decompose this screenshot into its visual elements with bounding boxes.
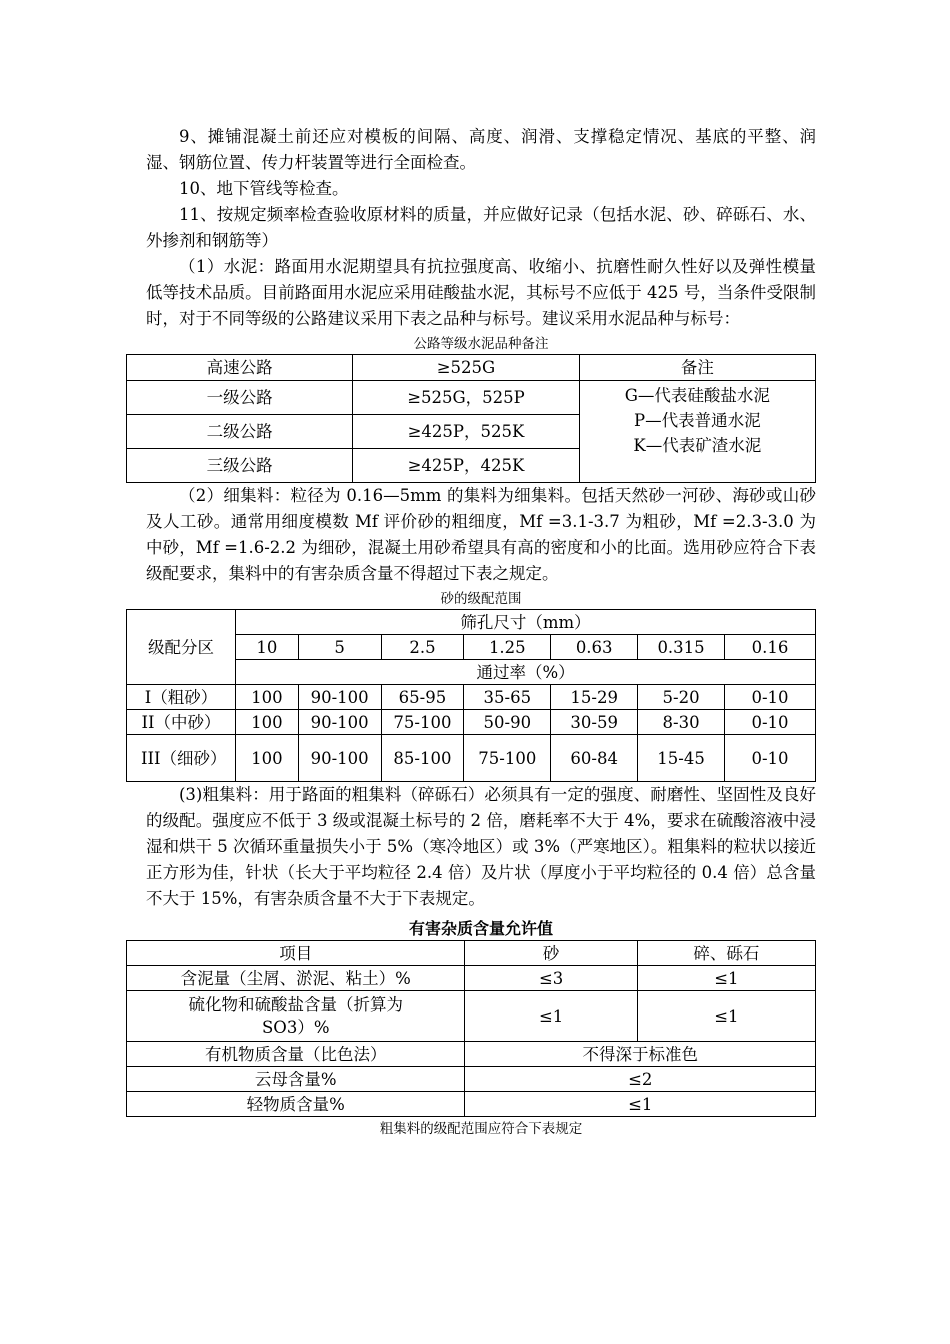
table-cell: ≥525G，525P [353,381,579,415]
sieve-size-cell: 2.5 [381,635,464,660]
table-row [127,610,816,635]
table-cell: ≤1 [465,1092,816,1117]
remark-cell [579,381,815,483]
table-cell: 35-65 [464,685,551,710]
table-header-cell: 项目 [127,941,465,966]
table-cell: 100 [236,685,299,710]
table-cell: 100 [236,735,299,782]
table-row [127,1042,816,1067]
impurity-table-caption: 有害杂质含量允许值 [408,919,553,938]
table-cell: 50-90 [464,710,551,735]
paragraph-fine-aggregate: （2）细集料：粒径为 0.16—5mm 的集料为细集料。包括天然砂一河砂、海砂或山砂及人工砂。通常用细度模数 Mf 评价砂的粗细度，Mf =3.1-3.7 为粗砂，Mf =2.3-3.0 为中砂，Mf =1.6-2.2 为细砂，混凝土用砂希望具有高的密度和小的比面。选用砂应符合下表级配要求，集料中的有害杂质含量不得超过下表之规定。 [146,486,816,583]
table-cell: 轻物质含量% [127,1092,465,1117]
table-cell: ≥425P，425K [353,449,579,483]
sieve-size-cell: 5 [298,635,381,660]
sieve-label-cell: 筛孔尺寸（mm） [236,610,816,635]
sieve-size-cell: 1.25 [464,635,551,660]
remark-line: G—代表硅酸盐水泥 [624,386,770,405]
table-row [127,1067,816,1092]
paragraph-11: 11、按规定频率检查验收原材料的质量，并应做好记录（包括水泥、砂、碎砾石、水、外掺剂和钢筋等） [146,205,816,250]
table-cell: 三级公路 [127,449,353,483]
table-header-cell: ≥525G [353,355,579,381]
table-header-cell: 高速公路 [127,355,353,381]
table-row [127,685,816,710]
table-cell: 0-10 [725,735,816,782]
table-cell: ≤1 [637,991,815,1042]
table-cell: 65-95 [381,685,464,710]
table-cell: ≥425P，525K [353,415,579,449]
pass-rate-label-cell: 通过率（%） [236,660,816,685]
document-page [141,124,816,1139]
table-row [127,966,816,991]
table-cell: 有机物质含量（比色法） [127,1042,465,1067]
zone-cell: III（细砂） [127,735,236,782]
table-row [127,1092,816,1117]
remark-line: K—代表矿渣水泥 [633,436,762,455]
paragraph-10: 10、地下管线等检查。 [179,179,349,198]
sieve-size-cell: 0.315 [638,635,725,660]
table-cell: 0-10 [725,685,816,710]
table-cell: 硫化物和硫酸盐含量（折算为 SO3）% [127,991,465,1042]
table-cell: 一级公路 [127,381,353,415]
table-header-cell: 砂 [465,941,637,966]
table-row [127,381,816,415]
table-cell: 0-10 [725,710,816,735]
table-cell: 云母含量% [127,1067,465,1092]
table-cell: 100 [236,710,299,735]
table-cell: ≤3 [465,966,637,991]
table-cell: 不得深于标准色 [465,1042,816,1067]
table-cell: ≤1 [637,966,815,991]
table-cell: 60-84 [551,735,638,782]
table-cell: 90-100 [298,685,381,710]
table-row [127,941,816,966]
table-cell: ≤2 [465,1067,816,1092]
table-cell: 85-100 [381,735,464,782]
paragraph-9: 9、摊铺混凝土前还应对模板的间隔、高度、润滑、支撑稳定情况、基底的平整、润湿、钢筋位置、传力杆装置等进行全面检查。 [146,127,816,172]
table-cell: 二级公路 [127,415,353,449]
coarse-grading-caption: 粗集料的级配范围应符合下表规定 [379,1121,583,1137]
table-cell: 5-20 [638,685,725,710]
zone-cell: II（中砂） [127,710,236,735]
sand-grading-table [126,609,816,782]
table-row [127,710,816,735]
grade-label-cell: 级配分区 [127,610,236,685]
sand-table-caption: 砂的级配范围 [440,591,522,607]
table-cell: ≤1 [465,991,637,1042]
table-header-cell: 备注 [579,355,815,381]
zone-cell: I（粗砂） [127,685,236,710]
table-row [127,355,816,381]
table-cell: 30-59 [551,710,638,735]
table-cell: 90-100 [298,735,381,782]
table-cell: 15-29 [551,685,638,710]
cement-table [126,354,816,483]
sieve-size-cell: 0.63 [551,635,638,660]
table-cell: 90-100 [298,710,381,735]
cement-table-caption: 公路等级水泥品种备注 [413,336,549,352]
paragraph-coarse-aggregate: (3)粗集料：用于路面的粗集料（碎砾石）必须具有一定的强度、耐磨性、坚固性及良好的级配。强度应不低于 3 级或混凝土标号的 2 倍，磨耗率不大于 4%，要求在硫酸溶液中浸湿和烘干 5 次循环重量损失小于 5%（寒冷地区）或 3%（严寒地区）。粗集料的粒状以接近正方形为佳，针状（长大于平均粒径 2.4 倍）及片状（厚度小于平均粒径的 0.4 倍）总含量不大于 15%，有害杂质含量不大于下表规定。 [146,785,816,908]
table-row [127,991,816,1042]
table-cell: 含泥量（尘屑、淤泥、粘土）% [127,966,465,991]
table-cell: 75-100 [381,710,464,735]
sieve-size-cell: 0.16 [725,635,816,660]
paragraph-cement: （1）水泥：路面用水泥期望具有抗拉强度高、收缩小、抗磨性耐久性好以及弹性模量低等技术品质。目前路面用水泥应采用硅酸盐水泥，其标号不应低于 425 号，当条件受限制时，对于不同等级的公路建议采用下表之品种与标号。建议采用水泥品种与标号： [146,257,816,328]
table-cell: 75-100 [464,735,551,782]
impurity-table [126,940,816,1117]
table-cell: 15-45 [638,735,725,782]
sieve-size-cell: 10 [236,635,299,660]
table-cell: 8-30 [638,710,725,735]
remark-line: P—代表普通水泥 [634,411,761,430]
table-row [127,735,816,782]
table-header-cell: 碎、砾石 [637,941,815,966]
